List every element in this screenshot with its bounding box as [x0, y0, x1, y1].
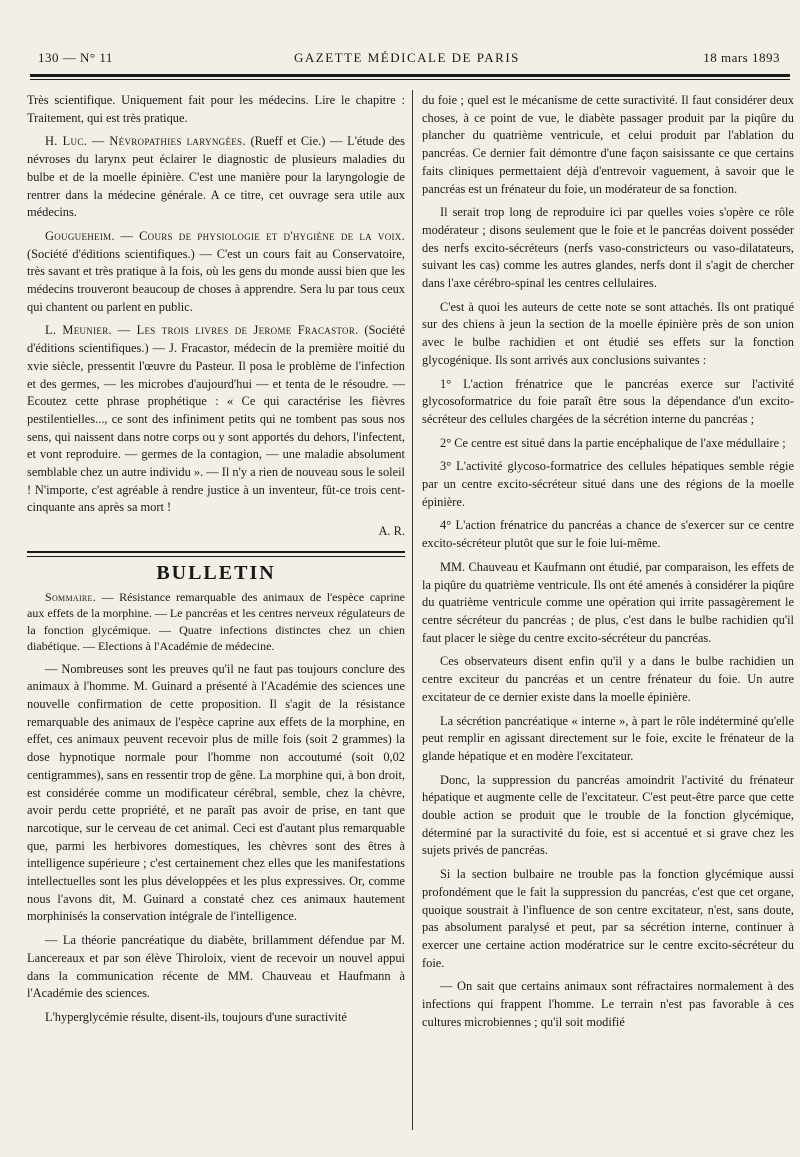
article-paragraph: Si la section bulbaire ne trouble pas la fonction glycémique aussi profondément que le fait la suppression du pancréas, c'est que cet organe, quoique soustrait à l'influence de son centre excitateur, n'est, sans doute, pas absolument paralysé et peut, par sa sécrétion interne, continuer à exercer une certaine action modératrice sur le centre excito-sécréteur du foie. [422, 867, 794, 970]
issue-date: 18 mars 1893 [703, 50, 780, 65]
review-text: Très scientifique. Uniquement fait pour les médecins. Lire le chapitre : Traitement, qui est très pratique. [27, 93, 405, 125]
article-paragraph: C'est à quoi les auteurs de cette note se sont attachés. Ils ont pratiqué sur des chiens à jeun la section de la moelle épinière près de son union avec le bulbe rachidien et ont étudié ses effets sur la fonction glycogénique. Ils sont arrivés aux conclusions suivantes : [422, 299, 794, 367]
summary-label: Sommaire. [45, 589, 97, 604]
article-paragraph: MM. Chauveau et Kaufmann ont étudié, par comparaison, les effets de la piqûre du quatrième ventricule. Ils ont été amenés à considérer la piqûre du quatrième ventricule comme une opération qui irrite passagèrement le centre sécréteur du pancréas ; de plus, c'est dans le bulbe rachidien qu'il faut placer le siège du centre excito-sécréteur du pancréas. [422, 559, 794, 645]
header-rule-thin [30, 79, 790, 80]
column-divider [412, 90, 413, 1130]
conclusion-item: 4° L'action frénatrice du pancréas a chance de s'exercer sur ce centre excito-sécréteur plutôt que sur le foie lui-même. [422, 518, 794, 551]
summary [27, 589, 405, 655]
article-paragraph: — Nombreuses sont les preuves qu'il ne faut pas toujours conclure des animaux à l'homme. M. Guinard a présenté à l'Académie des sciences une nouvelle confirmation de cette proposition. Il s'agit de la résistance remarquable des animaux de l'espèce caprine aux effets de la morphine, en effet, ces animaux peuvent recevoir plus de mille fois (soit 2 grammes) la dose hypnotique normale pour l'homme non accoutumé (soit 0,02 centigrammes), sans en ressentir trop de gêne. La morphine qui, à bon droit, est considérée comme un modificateur cérébral, semble, chez la chèvre, avoir perdu cette propriété, et ne paraît pas avoir de prise, en tant que narcotique, sur le cerveau de cet animal. Ceci est d'autant plus remarquable que, parmi les herbivores domestiques, les chèvres sont des êtres à intelligence supérieure ; c'est certainement chez elles que les manifestations intellectuelles sont les plus développées et les plus expressives. Or, comme nous l'avons dit, M. Guinard a constaté chez ces animaux hautement morphinisés la conservation intégrale de l'intelligence. [27, 661, 405, 924]
summary-body: — Résistance remarquable des animaux de l'espèce caprine aux effets de la morphine. — Le pancréas et les centres nerveux régulateurs de la fonction glycémique. — Quatre infections distinctes chez un chien diabétique. — Elections à l'Académie de médecine. [27, 589, 405, 654]
header-rule [30, 74, 790, 77]
page-number: 130 — N° 11 [38, 50, 113, 65]
section-rule-thin [27, 556, 405, 557]
article-paragraph: — On sait que certains animaux sont réfractaires normalement à des infections qui frappent l'homme. Le terrain n'est pas favorable à ces cultures microbiennes ; qu'il soit modifié [422, 979, 794, 1029]
review-body: (Société d'éditions scientifiques.) — C'est un cours fait au Conservatoire, très savant et très pratique à la fois, où les gens du monde aussi bien que les médecins trouveront beaucoup de choses à apprendre. Sera lu par tous ceux qui chantent ou parlent en public. [27, 246, 405, 314]
conclusion-item: 1° L'action frénatrice que le pancréas exerce sur l'activité glycosoformatrice du foie paraît être sous la dépendance d'un excito-sécréteur des cellules chargées de la sécrétion interne du pancréas ; [422, 376, 794, 426]
left-column [27, 92, 405, 1033]
article-paragraph: Il serait trop long de reproduire ici par quelles voies s'opère ce rôle modérateur ; disons seulement que le foie et le pancréas doivent posséder des nerfs excito-sécréteurs (nerfs vaso-constricteurs ou vaso-dilatateurs, suivant les cas) comme les autres glandes, nerfs dont il s'agit de chercher dans l'axe cérébro-spinal les centres cellulaires. [422, 205, 794, 291]
review-author: H. Luc. [45, 134, 88, 149]
review-author: Gougueheim. [45, 228, 115, 243]
conclusion-item: 3° L'activité glycoso-formatrice des cellules hépatiques semble régie par un centre excito-sécréteur situé dans une des régions de la moelle épinière. [422, 459, 794, 509]
article-paragraph: Donc, la suppression du pancréas amoindrit l'activité du frénateur hépatique et augmente celle de l'excitateur. C'est peut-être parce que cette double action se produit que le trouble de la fonction glycémique, déterminé par la suractivité du foie, est si accentué et si grave chez les sujets privés de pancréas. [422, 772, 794, 858]
review-body: (Société d'éditions scientifiques.) — J. Fracastor, médecin de la première moitié du xvie siècle, pressentit l'œuvre du Pasteur. Il posa le problème de l'infection et des germes, — les microbes d'aujourd'hui — et tenta de le résoudre. — Ecoutez cette phrase prophétique : « Ce qui caractérise les fièvres pestilentielles..., ce sont des infiniment petits qui ne tombent pas sous nos sens, qui naissent dans notre corps ou y sont apportés du dehors, l'infectent, et vont reproduire. — germes de la contagion, — une maladie absolument semblable chez un autre individu ». — Il n'y a rien de nouveau sous le soleil ! N'importe, c'est agréable à rendre justice à un inventeur, fût-ce trois cent-cinquante ans après sa mort ! [27, 323, 405, 515]
signature: A. R. [378, 524, 405, 539]
review-book-title: — Névropathies laryngées. [91, 134, 246, 149]
review-book-title: — Cours de physiologie et d'hygiène de la voix. [120, 228, 405, 243]
review-author: L. Meunier. [45, 323, 112, 338]
article-paragraph: du foie ; quel est le mécanisme de cette suractivité. Il faut considérer deux choses, à ce point de vue, le diabète passager produit par la piqûre du plancher du quatrième ventricule, et celui produit par l'ablation du pancréas. Ce dernier fait démontre d'une façon saisissante ce que certains faits cliniques permettaient déjà d'entrevoir vaguement, à savoir que le pancréas est un frénateur du foie, un modérateur de sa fonction. [422, 93, 794, 196]
article-paragraph: La sécrétion pancréatique « interne », à part le rôle indéterminé qu'elle peut remplir en agissant directement sur le foie, excite le frénateur de la glande hépatique et en modère l'excitateur. [422, 713, 794, 763]
review-book-title: — Les trois livres de Jerome Fracastor. [117, 323, 359, 338]
review-luc [27, 133, 405, 222]
article-paragraph: — La théorie pancréatique du diabète, brillamment défendue par M. Lancereaux et par son élève Thiroloix, vient de recevoir un nouvel appui dans la communication récente de MM. Chauveau et Haufmann à l'Académie des sciences. [27, 933, 405, 1001]
review-gougueheim [27, 228, 405, 317]
section-rule [27, 551, 405, 553]
review-meunier [27, 322, 405, 517]
article-paragraph: Ces observateurs disent enfin qu'il y a dans le bulbe rachidien un centre exciteur du pancréas et un centre frénateur du foie. Un autre excitateur de ce dernier existe dans la moelle épinière. [422, 654, 794, 704]
journal-title: GAZETTE MÉDICALE DE PARIS [294, 50, 520, 65]
article-paragraph: L'hyperglycémie résulte, disent-ils, toujours d'une suractivité [45, 1009, 347, 1024]
right-column [422, 92, 794, 1037]
running-header [38, 48, 780, 70]
review-body: (Rueff et Cie.) — L'étude des névroses du larynx peut éclairer le diagnostic de plusieurs maladies du bulbe et de la moelle épinière. C'est une manière pour la laryngologie de rentrer dans la médecine générale. A ce titre, cet ouvrage sera utile aux médecins. [27, 134, 405, 220]
section-heading: BULLETIN [156, 561, 276, 584]
conclusion-item: 2° Ce centre est situé dans la partie encéphalique de l'axe médullaire ; [440, 435, 786, 450]
